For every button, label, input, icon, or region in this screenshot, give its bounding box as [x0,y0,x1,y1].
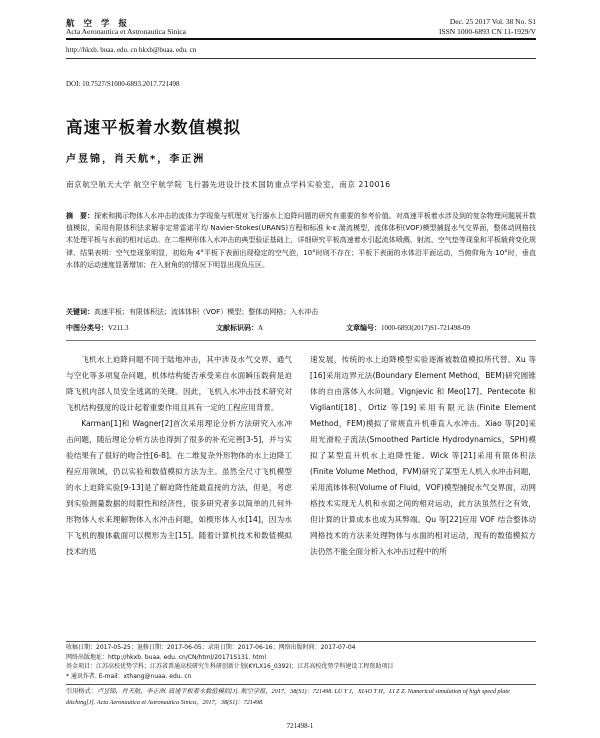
journal-urls[interactable]: http://hkxb. buaa. edu. cn hkxb@buaa. edu. cn [66,46,197,54]
header-rule-thin [66,58,536,59]
affiliation: 南京航空航天大学 航空宇航学院 飞行器先进设计技术国防重点学科实验室，南京 210016 [66,180,391,189]
body-paragraph: 速发展，传统的水上迫降模型实验逐渐被数值模拟所代替。Xu 等[16]采用边界元法(Boundary Element Method，BEM)研究圆锥体的自由落体入水问题。Vignjevic 和 Meo[17]、Pentecote 和 Viglianti[18]、Ortiz 等[19]采用有限元法(Finite Element Method，FEM)模拟了常规直升机垂直入水冲击。Xiao 等[20]采用光滑粒子流法(Smoothed Particle Hydrodynamics，SPH)模拟了某型直升机水上迫降性能。Wick 等[21]采用有限体积法(Finite Volume Method，FVM)研究了某型无人机入水冲击问题，采用流体体积(Volume of Fluid，VOF)模型捕捉水气交界面，动网格技术实现无人机和水面之间的相对运动，此方法虽然行之有效，但计算的计算成本也成为其弊端。Qu 等[22]应用 VOF 结合整体动网格技术的方法来处理物体与水面的相对运动，现有的数值模拟方法仍然不能全面分析入水冲击过程中的所 [310,355,536,556]
citation-label: 引用格式： [66,688,97,695]
body-column-right [310,352,536,560]
corresponding-author[interactable]: * 通讯作者. E-mail：xthang@nuaa. edu. cn [66,672,192,680]
issue-info: Dec. 25 2017 Vol. 38 No. S1 [449,17,536,26]
citation-text: 卢昱锦，肖天航，李正洲. 高速平板着水数值模拟[J]. 航空学报，2017，38(S1)：721498. LU Y J，XIAO T H，LI Z Z. Numerical simulation of high speed plate ditching[J]. Acta Aeronautica et Astronautica Sinica，2017，38(S1)：721498. [66,688,510,706]
keywords-label: 关键词： [66,308,94,316]
abstract-label: 摘 要： [66,212,95,220]
article-no-label: 文章编号： [346,324,381,332]
keywords-text: 高速平板；有限体积法；流体体积（VOF）模型；整体动网格；入水冲击 [94,308,319,316]
page-number: 721498-1 [286,722,314,730]
journal-name-cn: 航 空 学 报 [66,19,130,29]
clc-label: 中图分类号： [66,324,108,332]
citation-format [66,687,536,708]
section-rule [66,340,536,341]
abstract-text: 探索和揭示物体入水冲击的流体力学现象与机理对飞行器水上迫降问题的研究有重要的参考价值。对高速平板着水涉及到的复杂物理问题展开数值模拟，采用有限体积法求解非定常雷诺平均 Navier-Stokes(URANS)方程和标准 k-ε 湍流模型，流体体积(VOF)模型捕捉水气交界面，整体动网格技术处理平板与水面的相对运动。在二维楔形体入水冲击的典型验证基础上，详细研究平板高速着水引起流体喷溅、射流、空气垫等现象和平板载荷变化规律，结果表明：空气垫现象明显，初始角 4°平板下表面出现稳定的空气泡，10°时则不存在；平板下表面的水体沿平面运动，当俯仰角为 10°时，垂直水体的运动速度显著增加；在入射角的的情况下明显出现负压区。 [66,212,537,269]
doi[interactable]: DOI: 10.7527/S1000-6893.2017.721498 [66,80,180,88]
footnotes [66,643,536,681]
received-dates: 收稿日期：2017-05-25；退修日期：2017-06-05；录用日期：2017-06-16；网络出版时间：2017-07-04 [66,644,356,651]
online-address[interactable]: 网络出版地址：http://hkxb. buaa. edu. cn/CN/html/20171S131. html [66,653,267,661]
body-paragraph: Karman[1]和 Wagner[2]首次采用理论分析方法研究入水冲击问题，随后理论分析方法也得到了很多的补充完善[3-5]，并与实验结果有了很好的吻合性[6-8]。在二维复杂外形物体的水上迫降工程应用领域，仍以实验和数值模拟方法为主。虽然全尺寸飞机模型的水上迫降实验[9-13]是了解迫降性能最直接的方法，但是，考虑到实验测量数据的局限性和经济性，很多研究者多以简单的几何外形物体入水来理解物体入水冲击问题，如楔形体入水[14]，因为水下飞机的腹体截面可以楔形为主[15]。随着计算机技术和数值模拟技术的迅 [66,419,292,556]
body-paragraph: 飞机水上迫降问题不同于陆地冲击，其中涉及水气交界、通气与空化等多项复杂问题，机体结构能否承受来自水面瞬压载荷是迫降飞机内部人员安全逃离的关键。因此，飞机入水冲击技术研究对飞机结构强度的设计起着重要作用且具有一定的工程应用背景。 [66,355,292,412]
doc-code-label: 文献标识码： [216,324,258,332]
doc-code-value: A [258,324,264,332]
classification-line [66,323,536,333]
citation-rule [66,684,536,685]
clc-value: V211.3 [108,324,129,332]
header-rule [66,38,536,40]
paper-title: 高速平板着水数值模拟 [66,118,241,137]
body-column-left [66,352,292,560]
article-no-value: 1000-6893(2017)S1-721498-09 [381,324,471,332]
footnote-rule [66,641,536,642]
abstract [66,210,536,271]
author-list: 卢昱锦，肖天航*，李正洲 [66,154,206,165]
issn-info: ISSN 1000-6893 CN 11-1929/V [438,27,536,36]
journal-name-en: Acta Aeronautica et Astronautica Sinica [66,27,186,36]
keywords [66,307,536,317]
fund-info: 基金项目：江苏高校优势学科；江苏省普通高校研究生科研创新计划(KYLX16_0392)；江苏高校优势学科建设工程资助项目 [66,663,394,671]
